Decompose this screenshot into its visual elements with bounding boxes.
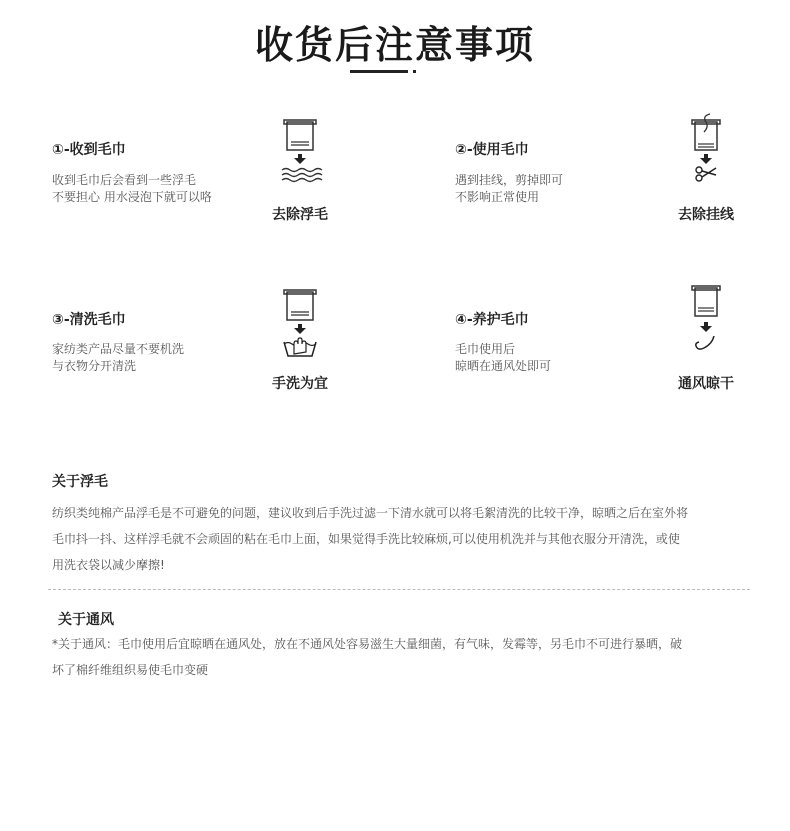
ventilation-section-body: *关于通风：毛巾使用后宜晾晒在通风处，放在不通风处容易滋生大量细菌，有气味，发霉等，另毛巾不可进行暴晒，破 坏了棉纤维组织易使毛巾变硬 [52,637,683,677]
care-description: 遇到挂线，剪掉即可 不影响正常使用 [455,173,564,204]
ventilation-section-title: 关于通风 [58,612,114,628]
care-heading: ③-清洗毛巾 [52,312,126,328]
page-title: 收货后注意事项 [254,23,535,67]
section-divider [48,589,750,590]
care-description: 家纺类产品尽量不要机洗 与衣物分开清洗 [52,342,185,373]
title-underline [350,70,408,73]
care-caption: 去除挂线 [678,207,734,223]
lint-section-title: 关于浮毛 [52,474,108,490]
care-caption: 通风晾干 [678,376,734,392]
care-heading: ④-养护毛巾 [455,312,529,328]
care-caption: 手洗为宜 [272,376,328,392]
care-heading: ①-收到毛巾 [52,142,126,158]
title-underline-dot [413,70,416,73]
care-description: 毛巾使用后 晾晒在通风处即可 [455,342,552,373]
care-description: 收到毛巾后会看到一些浮毛 不要担心 用水浸泡下就可以咯 [52,173,212,204]
lint-section-body: 纺织类纯棉产品浮毛是不可避免的问题，建议收到后手洗过滤一下清水就可以将毛絮清洗的比较干净，晾晒之后在室外将 毛巾抖一抖、这样浮毛就不会顽固的粘在毛巾上面，如果觉得手洗比较麻烦,可以使用机洗并与其他衣服分开清洗，或使 用洗衣袋以减少摩擦! [52,506,689,572]
care-heading: ②-使用毛巾 [455,142,529,158]
towel-water-icon [270,118,330,188]
towel-handwash-icon [270,288,330,358]
towel-scissors-icon [676,112,736,182]
care-caption: 去除浮毛 [272,207,328,223]
towel-hanger-icon [676,284,736,354]
